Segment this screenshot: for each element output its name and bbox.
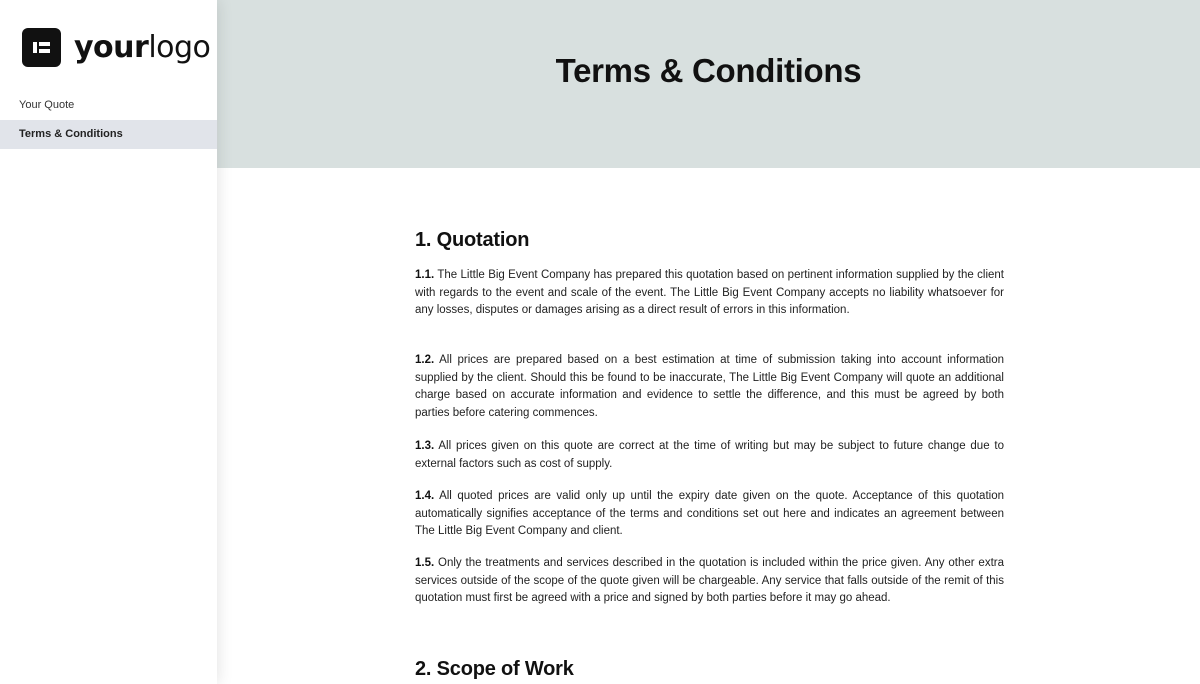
clause-1-3: [415, 438, 1004, 473]
clause-text: Only the treatments and services described in the quotation is included within the price given. Any other extra services outside of the scope of the quote given will be chargeable. Any service that falls outside of the remit of this quotation must first be agreed with a price and signed by both parties before it may go ahead.: [415, 557, 1004, 605]
section-heading-scope-of-work: 2. Scope of Work: [415, 658, 574, 680]
clause-number: 1.2.: [415, 354, 435, 366]
logo-text-light: logo: [148, 30, 211, 65]
clause-number: 1.1.: [415, 269, 435, 281]
logo-text: [74, 30, 210, 65]
sidebar-nav: [0, 91, 217, 149]
clause-1-1: [415, 267, 1004, 320]
clause-text: All prices given on this quote are correct at the time of writing but may be subject to future change due to external factors such as cost of supply.: [415, 440, 1004, 470]
clause-number: 1.4.: [415, 490, 435, 502]
logo-text-bold: your: [74, 30, 149, 65]
sidebar: [0, 0, 217, 684]
clause-text: The Little Big Event Company has prepared this quotation based on pertinent information supplied by the client with regards to the event and scale of the event. The Little Big Event Company accepts no liability whatsoever for any losses, disputes or damages arising as a direct result of errors in this information.: [415, 269, 1004, 317]
clause-text: All quoted prices are valid only up until the expiry date given on the quote. Acceptance of this quotation automatically signifies acceptance of the terms and conditions set out here and indicates an agreement between The Little Big Event Company and client.: [415, 490, 1004, 538]
clause-number: 1.5.: [415, 557, 435, 569]
section-heading-quotation: 1. Quotation: [415, 229, 530, 251]
page-title: Terms & Conditions: [555, 52, 862, 89]
clause-1-4: [415, 488, 1004, 541]
logo-mark-icon: [22, 28, 61, 67]
clause-text: All prices are prepared based on a best estimation at time of submission taking into account information supplied by the client. Should this be found to be inaccurate, The Little Big Event Company will quote an additional charge based on accurate information and evidence to settle the difference, and this must be agreed by both parties before catering commences.: [415, 354, 1004, 419]
clause-1-5: [415, 555, 1004, 608]
page-header: [217, 0, 1200, 168]
logo[interactable]: [22, 28, 210, 67]
clause-number: 1.3.: [415, 440, 435, 452]
sidebar-item-your-quote[interactable]: Your Quote: [19, 99, 75, 111]
sidebar-item-terms-conditions[interactable]: Terms & Conditions: [0, 120, 217, 149]
clause-1-2: [415, 352, 1004, 422]
